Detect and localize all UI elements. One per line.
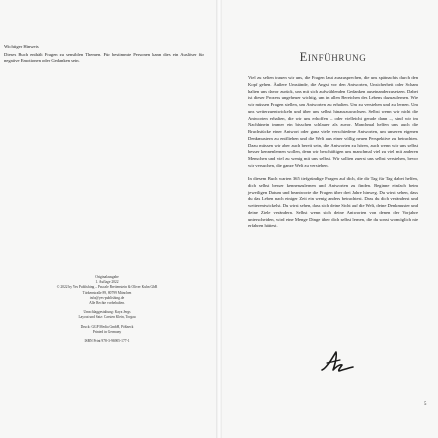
imprint-line: Originalausgabe	[95, 275, 119, 279]
imprint-line: © 2022 by Yes Publishing – Pascale Breitenstein & Oliver Kuhn GbR	[56, 285, 158, 290]
imprint	[32, 275, 182, 348]
imprint-line: ISBN Print 978-3-96905-177-1	[84, 339, 130, 344]
imprint-line: Printed in Germany	[92, 329, 122, 334]
imprint-edition	[32, 275, 182, 306]
body-paragraph: Viel zu selten trauen wir uns, die Fragen laut auszusprechen, die uns spätnachts durch den Kopf gehen. Äußere Umstände, die Angst vor den Antworten, Unsicherheit oder Scham halten uns davor zurück, uns mit sich aufwühlenden Gedanken auseinanderzusetzen. Dabei ist dieser Prozess ungeheuer wichtig, um in allen Bereichen des Lebens dazuzulernen. Wie wir müssen Fragen stellen, um Antworten zu erhalten. Um zu verstehen und zu lernen. Um uns weiterzuentwickeln und über uns selbst hinauszuwachsen. Selbst wenn wir nicht die Antworten erhalten, die wir uns erhoffen – oder vielleicht gerade dann –, sind wir im Nachhinein immer ein bisschen schlauer als zuvor. Manchmal helfen uns auch die Bruchstücke einer Antwort oder ganz viele verschiedene Antworten, um unseren eigenen Denkmustern zu entfliehen und die Welt aus einer völlig neuen Perspektive zu betrachten. Dazu müssen wir aber auch bereit sein, die Antworten zu hören, auch wenn wir uns selbst besser kennenlernen wollen, denn wir beschäftigen uns manchmal viel zu viel mit anderen Menschen und viel zu wenig mit uns selbst. Wir sollten zuerst uns selbst verstehen, bevor wir versuchen, die ganze Welt zu verstehen.	[248, 75, 418, 168]
left-page	[0, 0, 218, 438]
notice-text: Dieses Buch enthält Fragen zu sensiblen Themen. Für bestimmte Personen kann dies ein Auslöser für negative Emotionen oder Gedanken sein.	[4, 51, 204, 64]
imprint-line: Layout und Satz: Carsten Klein, Torgau	[78, 315, 136, 320]
page-number: 5	[424, 402, 427, 407]
chapter-body	[248, 75, 418, 230]
imprint-design-credits	[32, 310, 182, 320]
imprint-line: 1. Auflage 2022	[95, 280, 119, 285]
imprint-line: Türkenstraße 89, 80799 München	[82, 290, 132, 295]
notice-heading: Wichtiger Hinweis	[4, 44, 39, 49]
imprint-isbn	[32, 339, 182, 344]
imprint-line: Druck: GGP Media GmbH, Pößneck	[80, 324, 134, 329]
imprint-line: info@yes-publishing.de	[89, 295, 125, 300]
important-notice	[4, 44, 204, 65]
imprint-line: Umschlaggestaltung: Kaya Jergs	[83, 310, 131, 315]
chapter-title: Einführung	[299, 50, 367, 64]
body-paragraph: In diesem Buch warten 365 tiefgründige Fragen auf dich, die dir Tag für Tag dabei helfen, dich selbst besser kennenzulernen und Antworten zu finden. Beginne einfach beim jeweiligen Datum und beantworte die Fragen über drei Jahre hinweg. Du wirst sehen, dass du das Leben nach einiger Zeit ein wenig anders betrachtest. Dass du dich veränderst und weiterentwickelst. Du wirst sehen, dass sich deine Sicht auf die Welt, deine Denkmuster und deine Ziele verändern. Selbst wenn sich deine Antworten von denen der Vorjahre unterscheiden, wird eine Menge Dinge über dich selbst lernen, die du sonst womöglich nie erfahren hättest.	[248, 176, 418, 229]
imprint-line: Alle Rechte vorbehalten.	[89, 301, 125, 306]
author-signature	[318, 348, 356, 378]
imprint-printer	[32, 325, 182, 335]
book-gutter	[216, 0, 222, 438]
